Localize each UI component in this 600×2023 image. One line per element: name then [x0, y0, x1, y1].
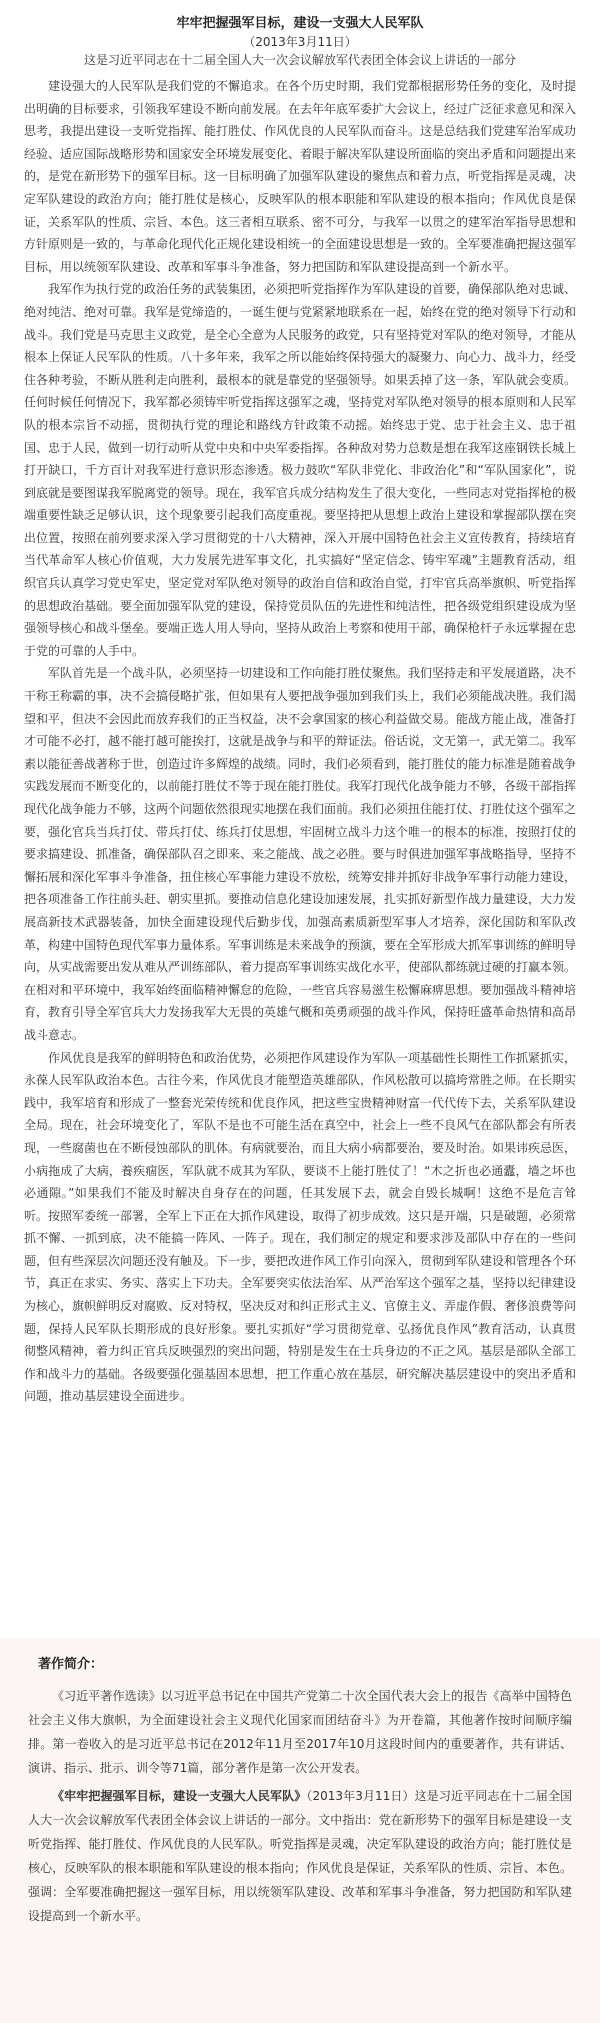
article-paragraph: 建设强大的人民军队是我们党的不懈追求。在各个历史时期，我们党都根据形势任务的变化，及时提出明确的目标要求，引领我军建设不断向前发展。在去年年底军委扩大会议上，经过广泛征求意见和深入思考，我提出建设一支听党指挥、能打胜仗、作风优良的人民军队而奋斗。这是总结我们党建军治军成功经验、适应国际战略形势和国家安全环境发展变化、着眼于解决军队建设所面临的突出矛盾和问题提出来的，是党在新形势下的强军目标。这一目标明确了加强军队建设的聚焦点和着力点，听党指挥是灵魂，决定军队建设的政治方向；能打胜仗是核心，反映军队的根本职能和军队建设的根本指向；作风优良是保证，关系军队的性质、宗旨、本色。这三者相互联系、密不可分，与我军一以贯之的建军治军指导思想和方针原则是一致的，与革命化现代化正规化建设相统一的全面建设思想是一致的。全军要准确把握这强军目标，用以统领军队建设、改革和军事斗争准备，努力把国防和军队建设提高到一个新水平。 [24, 79, 577, 274]
book-intro-box [0, 1638, 600, 2023]
intro-heading: 著作简介： [38, 1657, 104, 1672]
article-title: 牢牢把握强军目标，建设一支强大人民军队 [176, 16, 424, 31]
article-subtitle: 这是习近平同志在十二届全国人大一次会议解放军代表团全体会议上讲话的一部分 [83, 53, 516, 67]
intro-article-summary: （2013年3月11日）这是习近平同志在十二届全国人大一次会议解放军代表团全体会议上讲话的一部分。文中指出：党在新形势下的强军目标是建设一支听党指挥、能打胜仗、作风优良的人民军队。听党指挥是灵魂，决定军队建设的政治方向；能打胜仗是核心，反映军队的根本职能和军队建设的根本指向；作风优良是保证，关系军队的性质、宗旨、本色。强调：全军要准确把握这一强军目标，用以统领军队建设、改革和军事斗争准备，努力把国防和军队建设提高到一个新水平。 [28, 1789, 572, 1923]
article-paragraph: 我军作为执行党的政治任务的武装集团，必须把听党指挥作为军队建设的首要，确保部队绝对忠诚、绝对纯洁、绝对可靠。我军是党缔造的，一诞生便与党紧紧地联系在一起，始终在党的绝对领导下行动和战斗。我们党是马克思主义政党，是全心全意为人民服务的政党，只有坚持党对军队的绝对领导，才能从根本上保证人民军队的性质。八十多年来，我军之所以能始终保持强大的凝聚力、向心力、战斗力，经受住各种考验，不断从胜利走向胜利，最根本的就是靠党的坚强领导。如果丢掉了这一条，军队就会变质。任何时候任何情况下，我军都必须铸牢听党指挥这强军之魂，坚持党对军队绝对领导的根本原则和人民军队的根本宗旨不动摇，贯彻执行党的理论和路线方针政策不动摇。始终忠于党、忠于社会主义、忠于祖国、忠于人民，做到一切行动听从党中央和中央军委指挥。各种敌对势力总数是想在我军这座钢铁长城上打开缺口，千方百计对我军进行意识形态渗透。极力鼓吹“军队非党化、非政治化”和“军队国家化”，说到底就是要图谋我军脱离党的领导。现在，我军官兵成分结构发生了很大变化，一些同志对党指挥枪的极端重要性缺乏足够认识，这个现象要引起我们高度重视。要坚持把从思想上政治上建设和掌握部队摆在突出位置，按照在前列要求深入学习贯彻党的十八大精神，深入开展中国特色社会主义宣传教育，持续培育当代革命军人核心价值观，大力发展先进军事文化，扎实搞好“坚定信念、铸牢军魂”主题教育活动，组织官兵认真学习党史军史，坚定党对军队绝对领导的政治自信和政治自觉，打牢官兵高举旗帜、听党指挥的思想政治基础。要全面加强军队党的建设，保持党员队伍的先进性和纯洁性，把各级党组织建设成为坚强领导核心和战斗堡垒。要端正选人用人导向，坚持从政治上考察和使用干部，确保枪杆子永远掌握在忠于党的可靠的人手中。 [24, 282, 577, 658]
article-paragraph: 军队首先是一个战斗队，必须坚持一切建设和工作向能打胜仗聚焦。我们坚持走和平发展道路，决不干称王称霸的事，决不会搞侵略扩张，但如果有人要把战争强加到我们头上，我们必须能战决胜。我们渴望和平，但决不会因此而放弃我们的正当权益，决不会拿国家的核心利益做交易。能战方能止战，准备打才可能不必打，越不能打越可能挨打，这就是战争与和平的辩证法。俗话说，文无第一，武无第二。我军素以能征善战著称于世，创造过许多辉煌的战绩。同时，我们必须看到，能打胜仗的能力标准是随着战争实践发展而不断变化的，以前能打胜仗不等于现在能打胜仗。我军打现代化战争能力不够，各级干部指挥现代化战争能力不够，这两个问题依然很现实地摆在我们面前。我们必须扭住能打仗、打胜仗这个强军之要，强化官兵当兵打仗、带兵打仗、练兵打仗思想，牢固树立战斗力这个唯一的根本的标准，按照打仗的要求搞建设、抓准备，确保部队召之即来、来之能战、战之必胜。要与时俱进加强军事战略指导，坚持不懈拓展和深化军事斗争准备，扭住核心军事能力建设不放松，统筹安排并抓好非战争军事行动能力建设，把各项准备工作往前头赶、朝实里抓。要推动信息化建设加速发展，扎实抓好新型作战力量建设，大力发展高新技术武器装备，加快全面建设现代后勤步伐，加强高素质新型军事人才培养，深化国防和军队改革，构建中国特色现代军事力量体系。军事训练是未来战争的预演，要在全军形成大抓军事训练的鲜明导向，从实战需要出发从难从严训练部队，着力提高军事训练实战化水平，使部队都练就过硬的打赢本领。在相对和平环境中，我军始终面临精神懈怠的危险，一些官兵容易滋生松懈麻痹思想。要加强战斗精神培育，教育引导全军官兵大力发扬我军大无畏的英雄气概和英勇顽强的战斗作风，保持旺盛革命热情和高昂战斗意志。 [24, 666, 577, 1042]
article-date: （2013年3月11日） [243, 35, 357, 49]
intro-article-title: 《牢牢把握强军目标，建设一支强大人民军队》 [52, 1789, 307, 1803]
article-paragraph: 作风优良是我军的鲜明特色和政治优势，必须把作风建设作为军队一项基础性长期性工作抓紧抓实，永葆人民军队政治本色。古往今来，作风优良才能塑造英雄部队，作风松散可以搞垮常胜之师。在长期实践中，我军培育和形成了一整套光荣传统和优良作风，把这些宝贵精神财富一代代传下去，关系军队建设全局。现在，社会环境变化了，军队不是也不可能生活在真空中，社会上一些不良风气在部队都会有所表现，一些腐菌也在不断侵蚀部队的肌体。有病就要治，而且大病小病都要治，要及时治。如果讳疾忌医，小病拖成了大病，養疾痼医，军队就不成其为军队，要谈不上能打胜仗了！“木之折也必通蠹，墙之坏也必通隙。”如果我们不能及时解决自身存在的问题，任其发展下去，就会自毁长城啊！这绝不是危言耸听。按照军委统一部署，全军上下正在大抓作风建设，取得了初步成效。这只是开端，只是破题，必须常抓不懈、一抓到底，决不能搞一阵风、一阵子。现在，我们制定的规定和要求涉及部队中存在的一些问题，但有些深层次问题还没有触及。下一步，要把改进作风工作引向深入，贯彻到军队建设和管理各个环节，真正在求实、务实、落实上下功夫。全军要突实依法治军、从严治军这个强军之基，坚持以纪律建设为核心，旗帜鲜明反对腐败、反对特权，坚决反对和纠正形式主义、官僚主义、弄虚作假、奢侈浪费等问题，保持人民军队长期形成的良好形象。要扎实抓好“学习贯彻党章、弘扬优良作风”教育活动，认真贯彻整风精神，着力纠正官兵反映强烈的突出问题，特别是发生在士兵身边的不正之风。基层是部队全部工作和战斗力的基础。各级要强化强基固本思想，把工作重心放在基层，研究解决基层建设中的突出矛盾和问题，推动基层建设全面进步。 [24, 1050, 577, 1404]
intro-paragraph [28, 1784, 572, 1928]
intro-paragraph: 《习近平著作选读》以习近平总书记在中国共产党第二十次全国代表大会上的报告《高举中国特色社会主义伟大旗帜，为全面建设社会主义现代化国家而团结奋斗》为开卷篇，其他著作按时间顺序编排。第一卷收入的是习近平总书记在2012年11月至2017年10月这段时间内的重要著作，共有讲话、演讲、指示、批示、训令等71篇，部分著作是第一次公开发表。 [28, 1689, 572, 1775]
